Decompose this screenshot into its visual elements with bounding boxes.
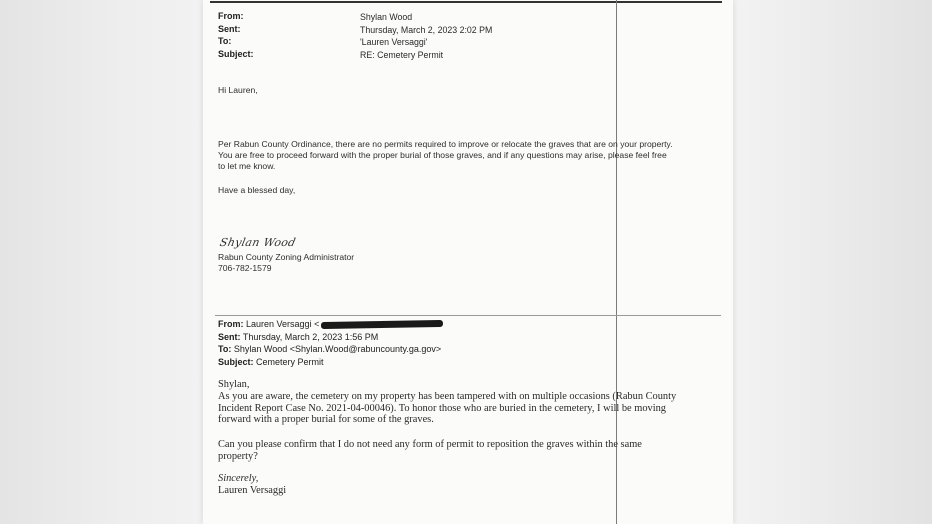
original-sent-label: Sent: — [218, 331, 241, 342]
original-subject-label: Subject: — [218, 356, 254, 367]
original-subject-line — [218, 356, 443, 369]
original-body-line: Incident Report Case No. 2021-04-00046). To honor those who are buried in the cemetery, I will be moving — [218, 402, 666, 414]
original-signature: Lauren Versaggi — [218, 484, 287, 496]
original-from-label: From: — [218, 319, 244, 329]
to-value: 'Lauren Versaggi' — [360, 37, 428, 47]
reply-body-line: You are free to proceed forward with the proper burial of those graves, and if any questions may arise, please feel free — [218, 150, 667, 160]
original-subject-value: Cemetery Permit — [256, 356, 324, 367]
original-body-line: forward with a proper burial for some of the graves. — [218, 414, 434, 425]
redaction-mark — [321, 320, 443, 329]
sincerely-text: Sincerely, — [218, 473, 259, 484]
reply-closing: Have a blessed day, — [218, 185, 296, 195]
handwritten-signature: Shylan Wood — [218, 236, 298, 249]
reply-body-line: Per Rabun County Ordinance, there are no permits required to improve or relocate the graves that are on your property. — [218, 139, 673, 149]
top-rule — [210, 1, 722, 3]
original-sincerely — [218, 473, 286, 485]
original-question-line: Can you please confirm that I do not need any form of permit to reposition the graves within the same — [218, 439, 642, 450]
sent-label: Sent: — [218, 23, 241, 34]
original-from-name: Lauren Versaggi < — [246, 319, 320, 329]
original-from-line — [218, 318, 443, 331]
original-question-line: property? — [218, 450, 258, 462]
sent-value: Thursday, March 2, 2023 2:02 PM — [360, 24, 493, 35]
sign-title: Rabun County Zoning Administrator — [218, 252, 355, 262]
original-to-line — [218, 343, 443, 356]
from-value: Shylan Wood — [360, 12, 413, 22]
reply-body — [218, 139, 673, 172]
original-sent-line — [218, 331, 443, 344]
subject-label: Subject: — [218, 48, 254, 59]
subject-value: RE: Cemetery Permit — [360, 49, 444, 60]
sign-phone: 706-782-1579 — [218, 263, 272, 273]
original-header — [218, 318, 443, 368]
original-body-line: As you are aware, the cemetery on my property has been tampered with on multiple occasions (Rabun County — [218, 391, 677, 402]
original-body — [218, 391, 676, 426]
signature-block — [218, 252, 354, 274]
reply-header-values — [360, 11, 492, 61]
original-greeting: Shylan, — [218, 379, 250, 390]
original-to-value: Shylan Wood <Shylan.Wood@rabuncounty.ga.gov> — [233, 344, 442, 354]
original-sent-value: Thursday, March 2, 2023 1:56 PM — [242, 331, 379, 342]
original-question — [218, 439, 642, 462]
to-label: To: — [218, 36, 232, 46]
reply-body-line: to let me know. — [218, 161, 276, 171]
background-left — [0, 0, 205, 524]
from-label: From: — [218, 11, 244, 21]
separator-rule — [215, 315, 721, 316]
reply-header-labels — [218, 10, 254, 60]
original-to-label: To: — [218, 344, 232, 354]
original-closing — [218, 473, 286, 496]
background-right — [730, 0, 932, 524]
reply-greeting: Hi Lauren, — [218, 85, 258, 95]
